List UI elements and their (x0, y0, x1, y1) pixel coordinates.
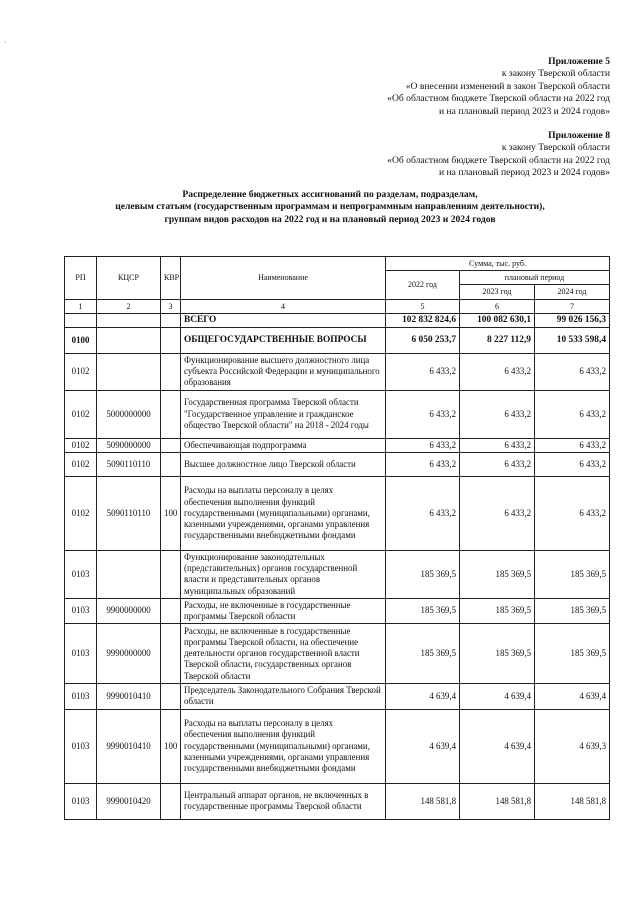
cell-kvr (161, 313, 181, 327)
cell-2022: 6 433,2 (386, 354, 460, 391)
cell-2024: 4 639,4 (535, 684, 610, 709)
cell-rp: 0102 (65, 438, 97, 452)
cell-2024: 4 639,3 (535, 709, 610, 783)
cell-name: Расходы, не включенные в государственные программы Тверской области (181, 598, 386, 623)
cell-name: Функционирование законодательных (представительных) органов государственной власти и представительных органов муниципальных образований (181, 550, 386, 598)
cell-name: Расходы на выплаты персоналу в целях обеспечения выполнения функций государственными (муниципальными) органами, казенными учреждениями, органами управления государственными внебюджетными фондами (181, 709, 386, 783)
cell-kcsr: 9990010410 (97, 684, 161, 709)
cell-2023: 6 433,2 (460, 452, 535, 476)
cell-rp: 0102 (65, 390, 97, 438)
cell-kvr (161, 684, 181, 709)
cell-2022: 185 369,5 (386, 624, 460, 684)
cell-kcsr: 9990010420 (97, 783, 161, 819)
cell-name: Обеспечивающая подпрограмма (181, 438, 386, 452)
cell-kcsr: 9900000000 (97, 598, 161, 623)
cell-kcsr (97, 328, 161, 354)
cell-kcsr: 9990000000 (97, 624, 161, 684)
cell-2022: 4 639,4 (386, 684, 460, 709)
cell-2024: 10 533 598,4 (535, 328, 610, 354)
cell-kcsr: 5090110110 (97, 452, 161, 476)
cell-2023: 6 433,2 (460, 476, 535, 550)
table-row (65, 598, 610, 623)
cell-2022: 102 832 824,6 (386, 313, 460, 327)
cell-kcsr (97, 313, 161, 327)
cell-kvr (161, 354, 181, 391)
appendix-5-line: к закону Тверской области (501, 68, 610, 80)
cell-2023: 4 639,4 (460, 684, 535, 709)
cell-2023: 6 433,2 (460, 354, 535, 391)
table-row (65, 390, 610, 438)
cell-rp: 0102 (65, 354, 97, 391)
table-row (65, 354, 610, 391)
cell-2023: 185 369,5 (460, 598, 535, 623)
cell-2024: 6 433,2 (535, 354, 610, 391)
cell-2022: 185 369,5 (386, 598, 460, 623)
cell-kcsr (97, 550, 161, 598)
cell-2024: 6 433,2 (535, 438, 610, 452)
header-year-2022: 2022 год (386, 271, 460, 299)
appendix-5-line: и на плановый период 2023 и 2024 годов» (439, 105, 610, 117)
cell-2022: 6 433,2 (386, 438, 460, 452)
header-name: Наименование (181, 257, 386, 300)
appendix-8-line: «Об областном бюджете Тверской области на 2022 год (387, 154, 610, 166)
cell-kvr (161, 390, 181, 438)
cell-kcsr: 5000000000 (97, 390, 161, 438)
cell-rp: 0103 (65, 709, 97, 783)
cell-name: Расходы на выплаты персоналу в целях обеспечения выполнения функций государственными (муниципальными) органами, казенными учреждениями, органами управления государственными внебюджетными фондами (181, 476, 386, 550)
cell-2023: 8 227 112,9 (460, 328, 535, 354)
heading-line: группам видов расходов на 2022 год и на плановый период 2023 и 2024 годов (164, 213, 496, 225)
cell-kcsr: 5090000000 (97, 438, 161, 452)
cell-kcsr (97, 354, 161, 391)
cell-2024: 6 433,2 (535, 390, 610, 438)
cell-2022: 6 433,2 (386, 390, 460, 438)
column-number: 4 (181, 299, 386, 313)
table-row (65, 438, 610, 452)
cell-2023: 185 369,5 (460, 550, 535, 598)
table-row (65, 783, 610, 819)
cell-2024: 185 369,5 (535, 598, 610, 623)
table-row (65, 624, 610, 684)
cell-2023: 100 082 630,1 (460, 313, 535, 327)
header-kcsr: КЦСР (97, 257, 161, 300)
table-row (65, 709, 610, 783)
cell-name: Государственная программа Тверской области "Государственное управление и гражданское общество Тверской области" на 2018 - 2024 годы (181, 390, 386, 438)
cell-kvr: 100 (161, 709, 181, 783)
appendix-8-title: Приложение 8 (548, 130, 610, 141)
cell-kvr (161, 598, 181, 623)
column-number: 2 (97, 299, 161, 313)
cell-kvr (161, 783, 181, 819)
cell-2022: 148 581,8 (386, 783, 460, 819)
cell-2024: 99 026 156,3 (535, 313, 610, 327)
cell-2024: 185 369,5 (535, 550, 610, 598)
cell-rp: 0102 (65, 476, 97, 550)
cell-kcsr: 5090110110 (97, 476, 161, 550)
cell-2022: 6 050 253,7 (386, 328, 460, 354)
heading-line: целевым статьям (государственным программам и непрограммным направлениям деятельности), (115, 201, 545, 213)
column-number: 6 (460, 299, 535, 313)
header-sum: Сумма, тыс. руб. (386, 257, 610, 271)
cell-2023: 148 581,8 (460, 783, 535, 819)
cell-2024: 185 369,5 (535, 624, 610, 684)
appendix-5-title: Приложение 5 (548, 56, 610, 67)
table-row (65, 550, 610, 598)
cell-name: Центральный аппарат органов, не включенных в государственные программы Тверской области (181, 783, 386, 819)
heading-line: Распределение бюджетных ассигнований по разделам, подразделам, (182, 189, 478, 200)
table-row-total (65, 313, 610, 327)
cell-rp: 0103 (65, 624, 97, 684)
cell-2023: 6 433,2 (460, 438, 535, 452)
cell-name: ОБЩЕГОСУДАРСТВЕННЫЕ ВОПРОСЫ (181, 328, 386, 354)
column-number: 1 (65, 299, 97, 313)
cell-rp: 0103 (65, 598, 97, 623)
appendix-5-block (387, 56, 610, 118)
cell-2023: 185 369,5 (460, 624, 535, 684)
cell-kvr: 100 (161, 476, 181, 550)
cell-2022: 4 639,4 (386, 709, 460, 783)
cell-kvr (161, 452, 181, 476)
cell-kvr (161, 328, 181, 354)
cell-kvr (161, 624, 181, 684)
cell-2024: 6 433,2 (535, 476, 610, 550)
column-number: 7 (535, 299, 610, 313)
cell-rp (65, 313, 97, 327)
cell-2023: 4 639,4 (460, 709, 535, 783)
header-year-2023: 2023 год (460, 285, 535, 299)
appendix-8-line: и на плановый период 2023 и 2024 годов» (439, 167, 610, 179)
header-plan-period: плановый период (460, 271, 610, 285)
cell-name: ВСЕГО (181, 313, 386, 327)
appendix-5-line: «Об областном бюджете Тверской области на 2022 год (387, 93, 610, 105)
header-kvr: КВР (161, 257, 181, 300)
table-row (65, 452, 610, 476)
cell-rp: 0102 (65, 452, 97, 476)
cell-rp: 0100 (65, 328, 97, 354)
cell-name: Расходы, не включенные в государственные программы Тверской области, на обеспечение деятельности органов государственной власти Тверской области, государственных органов Тверской области (181, 624, 386, 684)
document-heading (60, 189, 600, 226)
cell-2024: 148 581,8 (535, 783, 610, 819)
cell-rp: 0103 (65, 550, 97, 598)
cell-rp: 0103 (65, 684, 97, 709)
column-number: 5 (386, 299, 460, 313)
cell-2022: 6 433,2 (386, 476, 460, 550)
appendix-5-line: «О внесении изменений в закон Тверской области (405, 80, 610, 92)
cell-2022: 6 433,2 (386, 452, 460, 476)
header-rp: РП (65, 257, 97, 300)
cell-kvr (161, 438, 181, 452)
appendix-8-block (387, 130, 610, 180)
margin-mark: · (4, 38, 7, 47)
cell-name: Функционирование высшего должностного лица субъекта Российской Федерации и муниципального образования (181, 354, 386, 391)
table-row (65, 684, 610, 709)
table-row-section (65, 328, 610, 354)
cell-2022: 185 369,5 (386, 550, 460, 598)
header-year-2024: 2024 год (535, 285, 610, 299)
column-number: 3 (161, 299, 181, 313)
cell-2023: 6 433,2 (460, 390, 535, 438)
cell-name: Высшее должностное лицо Тверской области (181, 452, 386, 476)
cell-2024: 6 433,2 (535, 452, 610, 476)
cell-kvr (161, 550, 181, 598)
cell-name: Председатель Законодательного Собрания Тверской области (181, 684, 386, 709)
budget-table (64, 256, 610, 820)
cell-kcsr: 9990010410 (97, 709, 161, 783)
table-row (65, 476, 610, 550)
cell-rp: 0103 (65, 783, 97, 819)
appendix-8-line: к закону Тверской области (501, 142, 610, 154)
